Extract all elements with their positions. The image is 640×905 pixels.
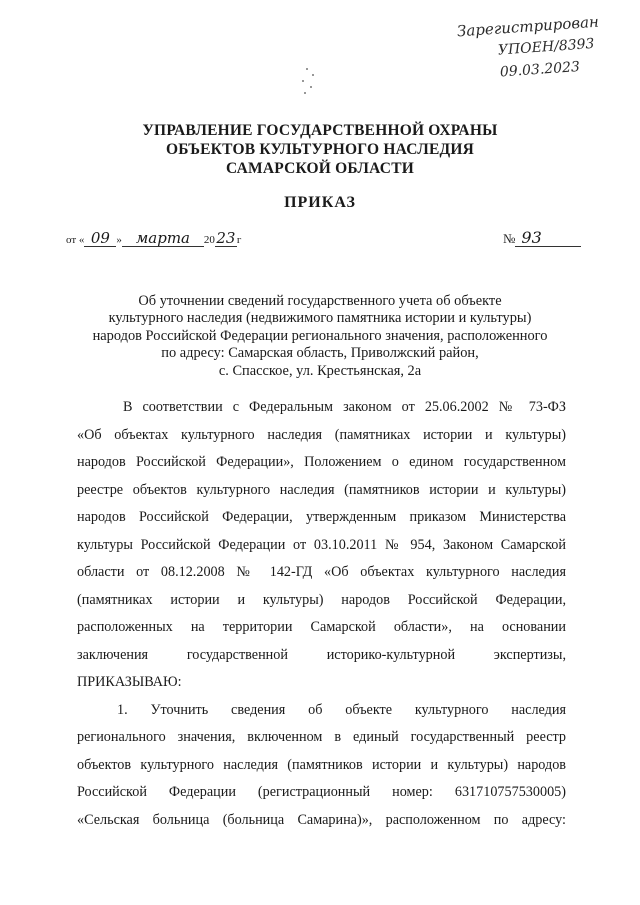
- subject-line: Об уточнении сведений государственного учета об объекте: [138, 293, 502, 309]
- year-unit: г: [236, 234, 242, 246]
- registration-note-line: УПОЕН/8393: [497, 35, 595, 59]
- scan-specks: [300, 60, 320, 100]
- body-line: народов Российской Федерации», Положением о едином государственном: [77, 454, 566, 470]
- order-date: [66, 230, 241, 247]
- order-number: [503, 230, 581, 247]
- order-directive: ПРИКАЗЫВАЮ:: [77, 674, 182, 690]
- organization-title-line: УПРАВЛЕНИЕ ГОСУДАРСТВЕННОЙ ОХРАНЫ: [142, 122, 498, 139]
- subject-line: культурного наследия (недвижимого памятника истории и культуры): [108, 310, 532, 327]
- body-line: народов Российской Федерации, утвержденным приказом Министерства: [77, 509, 566, 525]
- subject-line: народов Российской Федерации регионального значения, расположенного: [92, 327, 548, 344]
- order-body: [77, 394, 566, 834]
- body-line: культуры Российской Федерации от 03.10.2011 № 954, Законом Самарской: [77, 536, 566, 553]
- body-line: Российской Федерации (регистрационный номер: 631710757530005): [77, 784, 566, 800]
- body-line: области от 08.12.2008 № 142-ГД «Об объектах культурного наследия: [77, 564, 566, 580]
- body-line: реестре объектов культурного наследия (памятников истории и культуры): [77, 481, 566, 498]
- registration-note: [406, 10, 610, 90]
- body-line: В соответствии с Федеральным законом от 25.06.2002 № 73-ФЗ: [123, 399, 566, 415]
- date-prefix: от «: [66, 234, 85, 246]
- numbered-item-line: 1. Уточнить сведения об объекте культурного наследия: [117, 701, 566, 718]
- body-line: «Об объектах культурного наследия (памятниках истории и культуры): [77, 426, 566, 443]
- year-prefix: 20: [203, 234, 215, 246]
- subject-line: по адресу: Самарская область, Приволжский район,: [161, 345, 479, 362]
- registration-note-line: Зарегистрирован: [456, 12, 600, 41]
- order-subject: [60, 293, 580, 380]
- date-month: марта: [122, 230, 204, 247]
- body-line: (памятниках истории и культуры) народов Российской Федерации,: [77, 591, 566, 608]
- number-label: №: [503, 231, 516, 246]
- organization-title-line: САМАРСКОЙ ОБЛАСТИ: [225, 160, 414, 177]
- body-line: регионального значения, включенном в единый государственный реестр: [77, 729, 566, 745]
- organization-title-line: ОБЪЕКТОВ КУЛЬТУРНОГО НАСЛЕДИЯ: [165, 141, 475, 158]
- body-line: заключения государственной историко-культурной экспертизы,: [77, 646, 566, 663]
- subject-line: с. Спасское, ул. Крестьянская, 2а: [218, 362, 422, 379]
- year-suffix: 23: [216, 229, 236, 247]
- body-line: «Сельская больница (больница Самарина)», расположенном по адресу:: [77, 811, 566, 828]
- date-day: 09: [84, 230, 116, 247]
- document-type-title: ПРИКАЗ: [284, 194, 356, 211]
- number-value: 93: [515, 230, 581, 247]
- organization-title: [0, 121, 640, 178]
- body-line: объектов культурного наследия (памятников истории и культуры) народов: [77, 756, 566, 773]
- body-line: расположенных на территории Самарской области», на основании: [77, 619, 566, 635]
- registration-note-date: 09.03.2023: [499, 58, 581, 81]
- date-separator: »: [116, 234, 122, 246]
